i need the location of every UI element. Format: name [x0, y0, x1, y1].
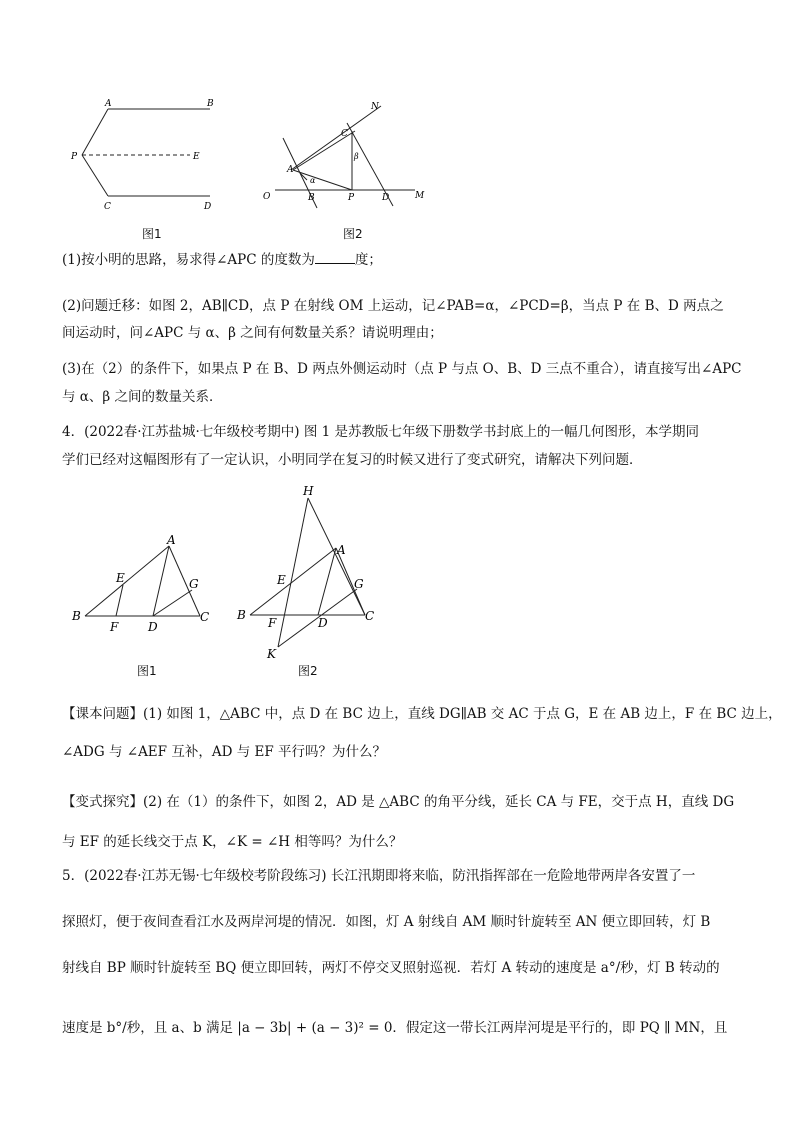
label-M: M: [415, 191, 425, 201]
q3-part3-line2: 与 α、β 之间的数量关系．: [62, 389, 223, 405]
label-A: A: [167, 533, 176, 547]
q5-line1: 5．(2022春·江苏无锡·七年级校考阶段练习) 长江汛期即将来临，防汛指挥部在一危险地带两岸各安置了一: [62, 868, 696, 884]
label-D: D: [148, 620, 158, 634]
label-F: F: [110, 620, 119, 634]
q4-textbook-question-line1: 【课本问题】(1) 如图 1，△ABC 中，点 D 在 BC 边上，直线 DG∥AB 交 AC 于点 G，E 在 AB 边上，F 在 BC 边上，: [62, 706, 782, 722]
label-H: H: [303, 484, 314, 498]
answer-blank: [315, 251, 355, 264]
q3-fig1-caption: 图1: [142, 227, 162, 241]
label-B: B: [237, 608, 246, 622]
label-D: D: [318, 616, 328, 630]
label-F: F: [268, 616, 277, 630]
label-N: N: [371, 102, 379, 112]
q4-variant-question-line1: 【变式探究】(2) 在（1）的条件下，如图 2，AD 是 △ABC 的角平分线，延长 CA 与 FE，交于点 H，直线 DG: [62, 794, 735, 810]
q4-heading-line1: 4．(2022春·江苏盐城·七年级校考期中) 图 1 是苏教版七年级下册数学书封底上的一幅几何图形，本学期同: [62, 424, 700, 440]
q4-figure-1: [65, 530, 225, 640]
label-E: E: [116, 571, 125, 585]
label-B: B: [207, 99, 214, 109]
label-C: C: [341, 129, 348, 139]
label-D: D: [204, 202, 212, 212]
label-beta: β: [354, 152, 359, 161]
label-P: P: [348, 193, 355, 203]
label-G: G: [354, 577, 364, 591]
q3-fig2-caption: 图2: [343, 227, 363, 241]
q3-part2-line2: 间运动时，问∠APC 与 α、β 之间有何数量关系？请说明理由；: [62, 325, 443, 341]
q3-figure-1: [60, 92, 240, 222]
label-P: P: [71, 152, 78, 162]
q3-part3-line1: (3)在（2）的条件下，如果点 P 在 B、D 两点外侧运动时（点 P 与点 O、B、D 三点不重合），请直接写出∠APC: [62, 361, 742, 377]
label-C: C: [365, 609, 375, 623]
q4-variant-question-line2: 与 EF 的延长线交于点 K，∠K = ∠H 相等吗？为什么？: [62, 834, 403, 850]
label-O: O: [263, 192, 271, 202]
q3-part2-line1: (2)问题迁移：如图 2，AB∥CD，点 P 在射线 OM 上运动，记∠PAB=α，∠PCD=β，当点 P 在 B、D 两点之: [62, 298, 724, 314]
q3-figure-2: [255, 98, 440, 226]
label-A: A: [337, 543, 346, 557]
label-B: B: [308, 193, 315, 203]
label-K: K: [267, 647, 276, 660]
q5-line4: 速度是 b°/秒，且 a、b 满足 |a − 3b| + (a − 3)² = 0．假定这一带长江两岸河堤是平行的，即 PQ ∥ MN，且: [62, 1020, 728, 1036]
label-D: D: [382, 193, 390, 203]
label-E: E: [277, 573, 286, 587]
label-alpha: α: [310, 176, 316, 185]
q4-textbook-question-line2: ∠ADG 与 ∠AEF 互补，AD 与 EF 平行吗？为什么？: [62, 744, 386, 760]
label-E: E: [193, 152, 200, 162]
q4-heading-line2: 学们已经对这幅图形有了一定认识，小明同学在复习的时候又进行了变式研究，请解决下列问题．: [62, 452, 643, 468]
q5-line3: 射线自 BP 顺时针旋转至 BQ 便立即回转，两灯不停交叉照射巡视．若灯 A 转动的速度是 a°/秒，灯 B 转动的: [62, 960, 720, 976]
q4-fig2-caption: 图2: [298, 664, 318, 678]
label-A: A: [287, 165, 294, 175]
label-G: G: [189, 577, 199, 591]
label-A: A: [105, 99, 112, 109]
label-B: B: [72, 609, 81, 623]
q3-part1: (1)按小明的思路，易求得∠APC 的度数为 度；: [62, 252, 382, 268]
label-C: C: [104, 202, 111, 212]
label-C: C: [200, 610, 210, 624]
q4-figure-2: [230, 480, 400, 660]
q5-line2: 探照灯，便于夜间查看江水及两岸河堤的情况．如图，灯 A 射线自 AM 顺时针旋转至 AN 便立即回转，灯 B: [62, 914, 711, 930]
q4-fig1-caption: 图1: [137, 664, 157, 678]
